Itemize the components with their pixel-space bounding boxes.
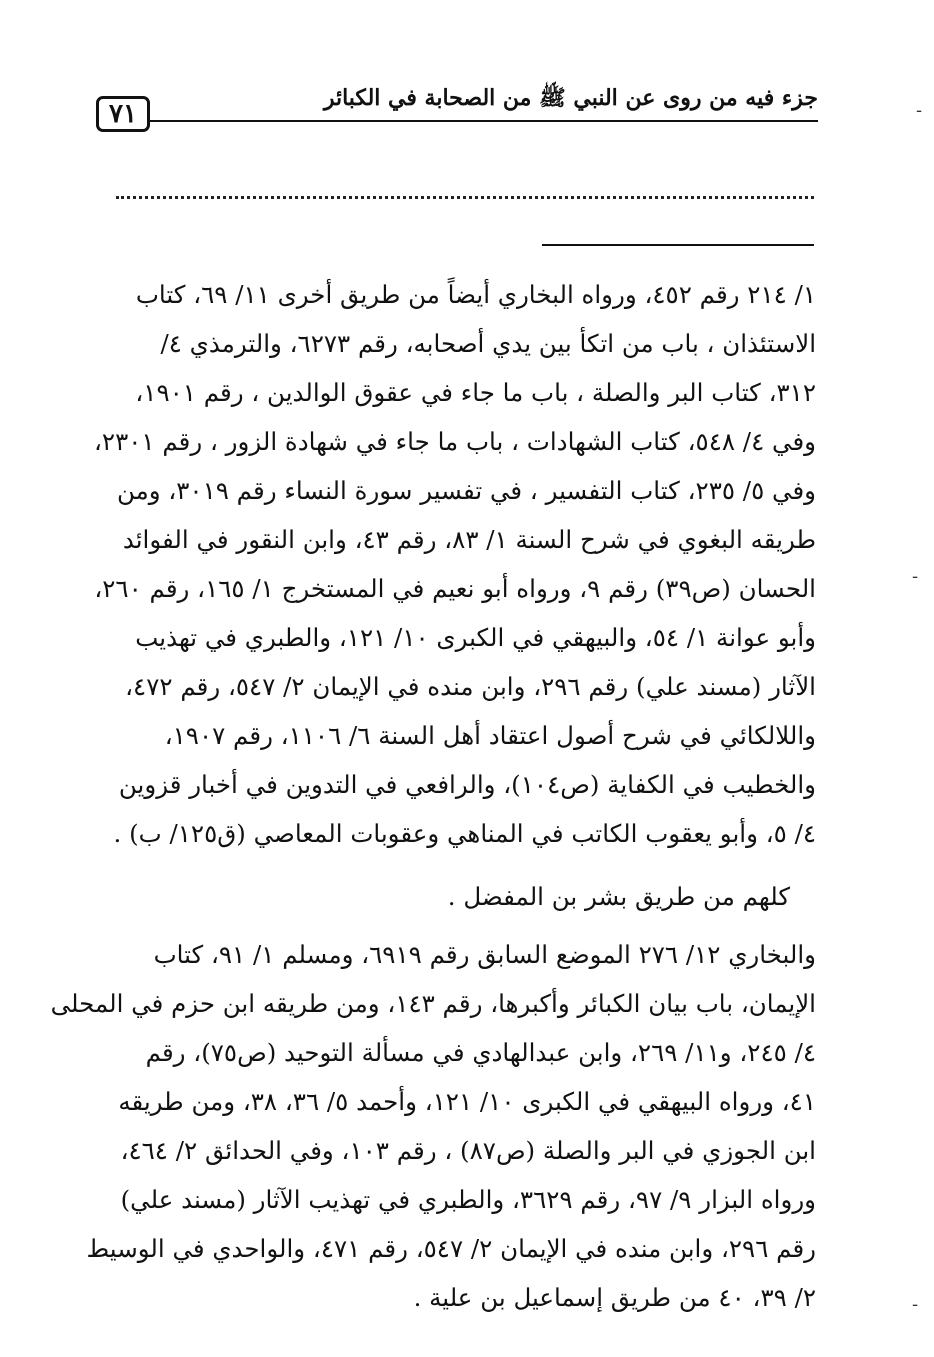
dotted-ellipsis-line [116,196,814,199]
text-line: ١/ ٢١٤ رقم ٤٥٢، ورواه البخاري أيضاً من طريق أخرى ١١/ ٦٩، كتاب [135,280,816,309]
page-header [92,84,818,146]
text-line: ابن الجوزي في البر والصلة (ص٨٧) ، رقم ١٠٣، وفي الحدائق ٢/ ٤٦٤، [120,1136,816,1165]
text-line: طريقه البغوي في شرح السنة ١/ ٨٣، رقم ٤٣، وابن النقور في الفوائد [122,525,816,554]
scan-speck: - [916,100,923,121]
scan-speck: - [912,566,919,587]
text-line: ٢/ ٣٩، ٤٠ من طريق إسماعيل بن علية . [413,1283,816,1312]
text-line: رقم ٢٩٦، وابن منده في الإيمان ٢/ ٥٤٧، رقم ٤٧١، والواحدي في الوسيط [86,1234,816,1263]
text-line: ورواه البزار ٩/ ٩٧، رقم ٣٦٢٩، والطبري في تهذيب الآثار (مسند علي) [120,1185,816,1214]
footnote-paragraph-3 [50,930,816,1322]
text-line: ٤١، ورواه البيهقي في الكبرى ١٠/ ١٢١، وأحمد ٥/ ٣٦، ٣٨، ومن طريقه [118,1087,816,1116]
text-line: واللالكائي في شرح أصول اعتقاد أهل السنة ٦/ ١١٠٦، رقم ١٩٠٧، [164,721,816,750]
text-line: وأبو عوانة ١/ ٥٤، والبيهقي في الكبرى ١٠/ ١٢١، والطبري في تهذيب [135,623,816,652]
text-line: والخطيب في الكفاية (ص١٠٤)، والرافعي في التدوين في أخبار قزوين [118,770,816,799]
header-rule [150,120,818,122]
scan-speck: - [912,1294,919,1315]
text-line: ٤/ ٥، وأبو يعقوب الكاتب في المناهي وعقوبات المعاصي (ق١٢٥/ ب) . [113,819,816,848]
text-line: الاستئذان ، باب من اتكأ بين يدي أصحابه، رقم ٦٢٧٣، والترمذي ٤/ [160,329,816,358]
page-number: ٧١ [96,96,150,132]
footnote-line-2: كلهم من طريق بشر بن المفضل . [447,882,790,911]
text-line: الآثار (مسند علي) رقم ٢٩٦، وابن منده في الإيمان ٢/ ٥٤٧، رقم ٤٧٢، [125,672,816,701]
text-line: الحسان (ص٣٩) رقم ٩، ورواه أبو نعيم في المستخرج ١/ ١٦٥، رقم ٢٦٠، [94,574,816,603]
footnote-paragraph-1 [94,270,816,858]
text-line: وفي ٤/ ٥٤٨، كتاب الشهادات ، باب ما جاء في شهادة الزور ، رقم ٢٣٠١، [94,427,816,456]
text-line: والبخاري ١٢/ ٢٧٦ الموضع السابق رقم ٦٩١٩، ومسلم ١/ ٩١، كتاب [153,940,816,969]
footnote-separator [542,244,814,246]
text-line: وفي ٥/ ٢٣٥، كتاب التفسير ، في تفسير سورة النساء رقم ٣٠١٩، ومن [116,476,816,505]
text-line: ٤/ ٢٤٥، و١١/ ٢٦٩، وابن عبدالهادي في مسألة التوحيد (ص٧٥)، رقم [145,1038,816,1067]
text-line: الإيمان، باب بيان الكبائر وأكبرها، رقم ١٤٣، ومن طريقه ابن حزم في المحلى [50,989,816,1018]
running-title: جزء فيه من روى عن النبي ﷺ من الصحابة في الكبائر [323,85,818,111]
text-line: ٣١٢، كتاب البر والصلة ، باب ما جاء في عقوق الوالدين ، رقم ١٩٠١، [135,378,816,407]
